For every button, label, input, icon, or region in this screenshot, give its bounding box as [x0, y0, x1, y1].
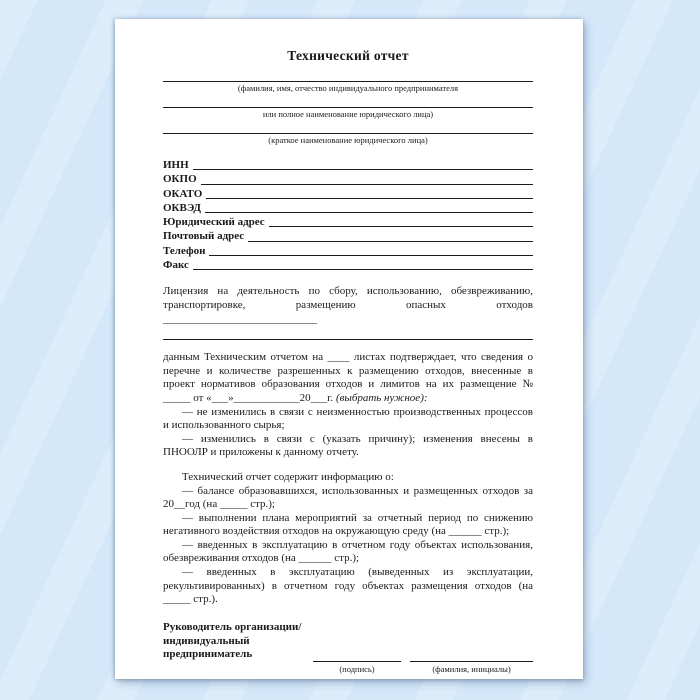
- field-blank-line: [193, 258, 533, 270]
- field-blank-line: [248, 229, 533, 241]
- contents-intro: Технический отчет содержит информацию о:: [182, 470, 394, 483]
- form-field-row: [163, 158, 533, 172]
- fill-in-line: [163, 124, 533, 134]
- form-field-row: [163, 258, 533, 272]
- field-blank-line: [205, 201, 533, 213]
- signatory-role-line: индивидуальный: [163, 634, 250, 647]
- signatory-role-line: предприниматель: [163, 648, 253, 661]
- form-field-row: [163, 244, 533, 258]
- header-fill-group-3: [163, 124, 533, 150]
- document-page: [115, 19, 583, 679]
- signature-block: [163, 621, 533, 675]
- fill-in-line: [163, 98, 533, 108]
- fill-in-line: [163, 72, 533, 82]
- contents-item-disposal-objects: — введенных в эксплуатацию (выведенных из эксплуатации, рекультивированных) в отчетном году объектах размещения отходов (на _____ стр.).: [163, 566, 533, 606]
- option-not-changed: — не изменились в связи с неизменностью производственных процессов и использованного сырья;: [163, 405, 533, 432]
- form-field-row: [163, 215, 533, 229]
- document-title: Технический отчет: [287, 48, 409, 63]
- form-field-row: [163, 229, 533, 243]
- field-label: Телефон: [163, 244, 206, 257]
- signatory-role-line: Руководитель организации/: [163, 620, 302, 633]
- license-blank: ____________________________: [163, 312, 317, 325]
- name-line: [410, 649, 533, 662]
- license-paragraph: [163, 285, 533, 326]
- signatory-role: [163, 621, 313, 675]
- signature-field: [313, 649, 401, 675]
- confirmation-paragraph: [163, 351, 533, 405]
- license-text: Лицензия на деятельность по сбору, использованию, обезвреживанию, транспортировке, размещению опасных отходов: [163, 285, 533, 311]
- form-field-row: [163, 172, 533, 186]
- header-fill-group-1: [163, 72, 533, 98]
- header-fill-group-2: [163, 98, 533, 124]
- contents-item-usage-objects: — введенных в эксплуатацию в отчетном году объектах использования, обезвреживания отходов (на ______ стр.);: [163, 538, 533, 565]
- field-blank-line: [206, 187, 533, 199]
- field-label: Факс: [163, 259, 189, 272]
- field-blank-line: [209, 244, 533, 256]
- field-label: ОКАТО: [163, 187, 203, 200]
- form-field-row: [163, 201, 533, 215]
- field-label: Почтовый адрес: [163, 230, 245, 243]
- document-content: [115, 19, 583, 679]
- field-label: ИНН: [163, 159, 189, 171]
- form-field-row: [163, 187, 533, 201]
- confirmation-text: данным Техническим отчетом на ____ листах подтверждает, что сведения о перечне и количестве разрешенных к размещению отходов, внесенные в проект нормативов образования отходов и лимитов на их размещение № _____ от «___»____________20___г.: [163, 351, 533, 404]
- field-blank-line: [193, 158, 533, 170]
- name-caption: (фамилия, инициалы): [432, 664, 511, 675]
- field-label: ОКПО: [163, 173, 197, 186]
- contents-item-plan: — выполнении плана мероприятий за отчетный период по снижению негативного воздействия отходов на окружающую среду (на ______ стр.);: [163, 511, 533, 538]
- signature-caption: (подпись): [339, 664, 375, 675]
- requisites-fields: [163, 158, 533, 272]
- option-changed: — изменились в связи с (указать причину); изменения внесены в ПНООЛР и приложены к данному отчету.: [163, 432, 533, 459]
- signature-line: [313, 649, 401, 662]
- field-label: ОКВЭД: [163, 201, 201, 214]
- name-field: [410, 649, 533, 675]
- contents-item-balance: — балансе образовавшихся, использованных и размещенных отходов за 20__год (на _____ стр.);: [163, 484, 533, 511]
- field-blank-line: [201, 172, 533, 184]
- field-label: Юридический адрес: [163, 216, 265, 229]
- field-blank-line: [269, 215, 533, 227]
- line-caption: (краткое наименование юридического лица): [268, 135, 428, 145]
- line-caption: (фамилия, имя, отчество индивидуального предпринимателя: [237, 83, 459, 93]
- blank-line: [163, 329, 533, 340]
- choose-needed-note: (выбрать нужное):: [335, 391, 428, 404]
- line-caption: или полное наименование юридического лица): [262, 109, 434, 119]
